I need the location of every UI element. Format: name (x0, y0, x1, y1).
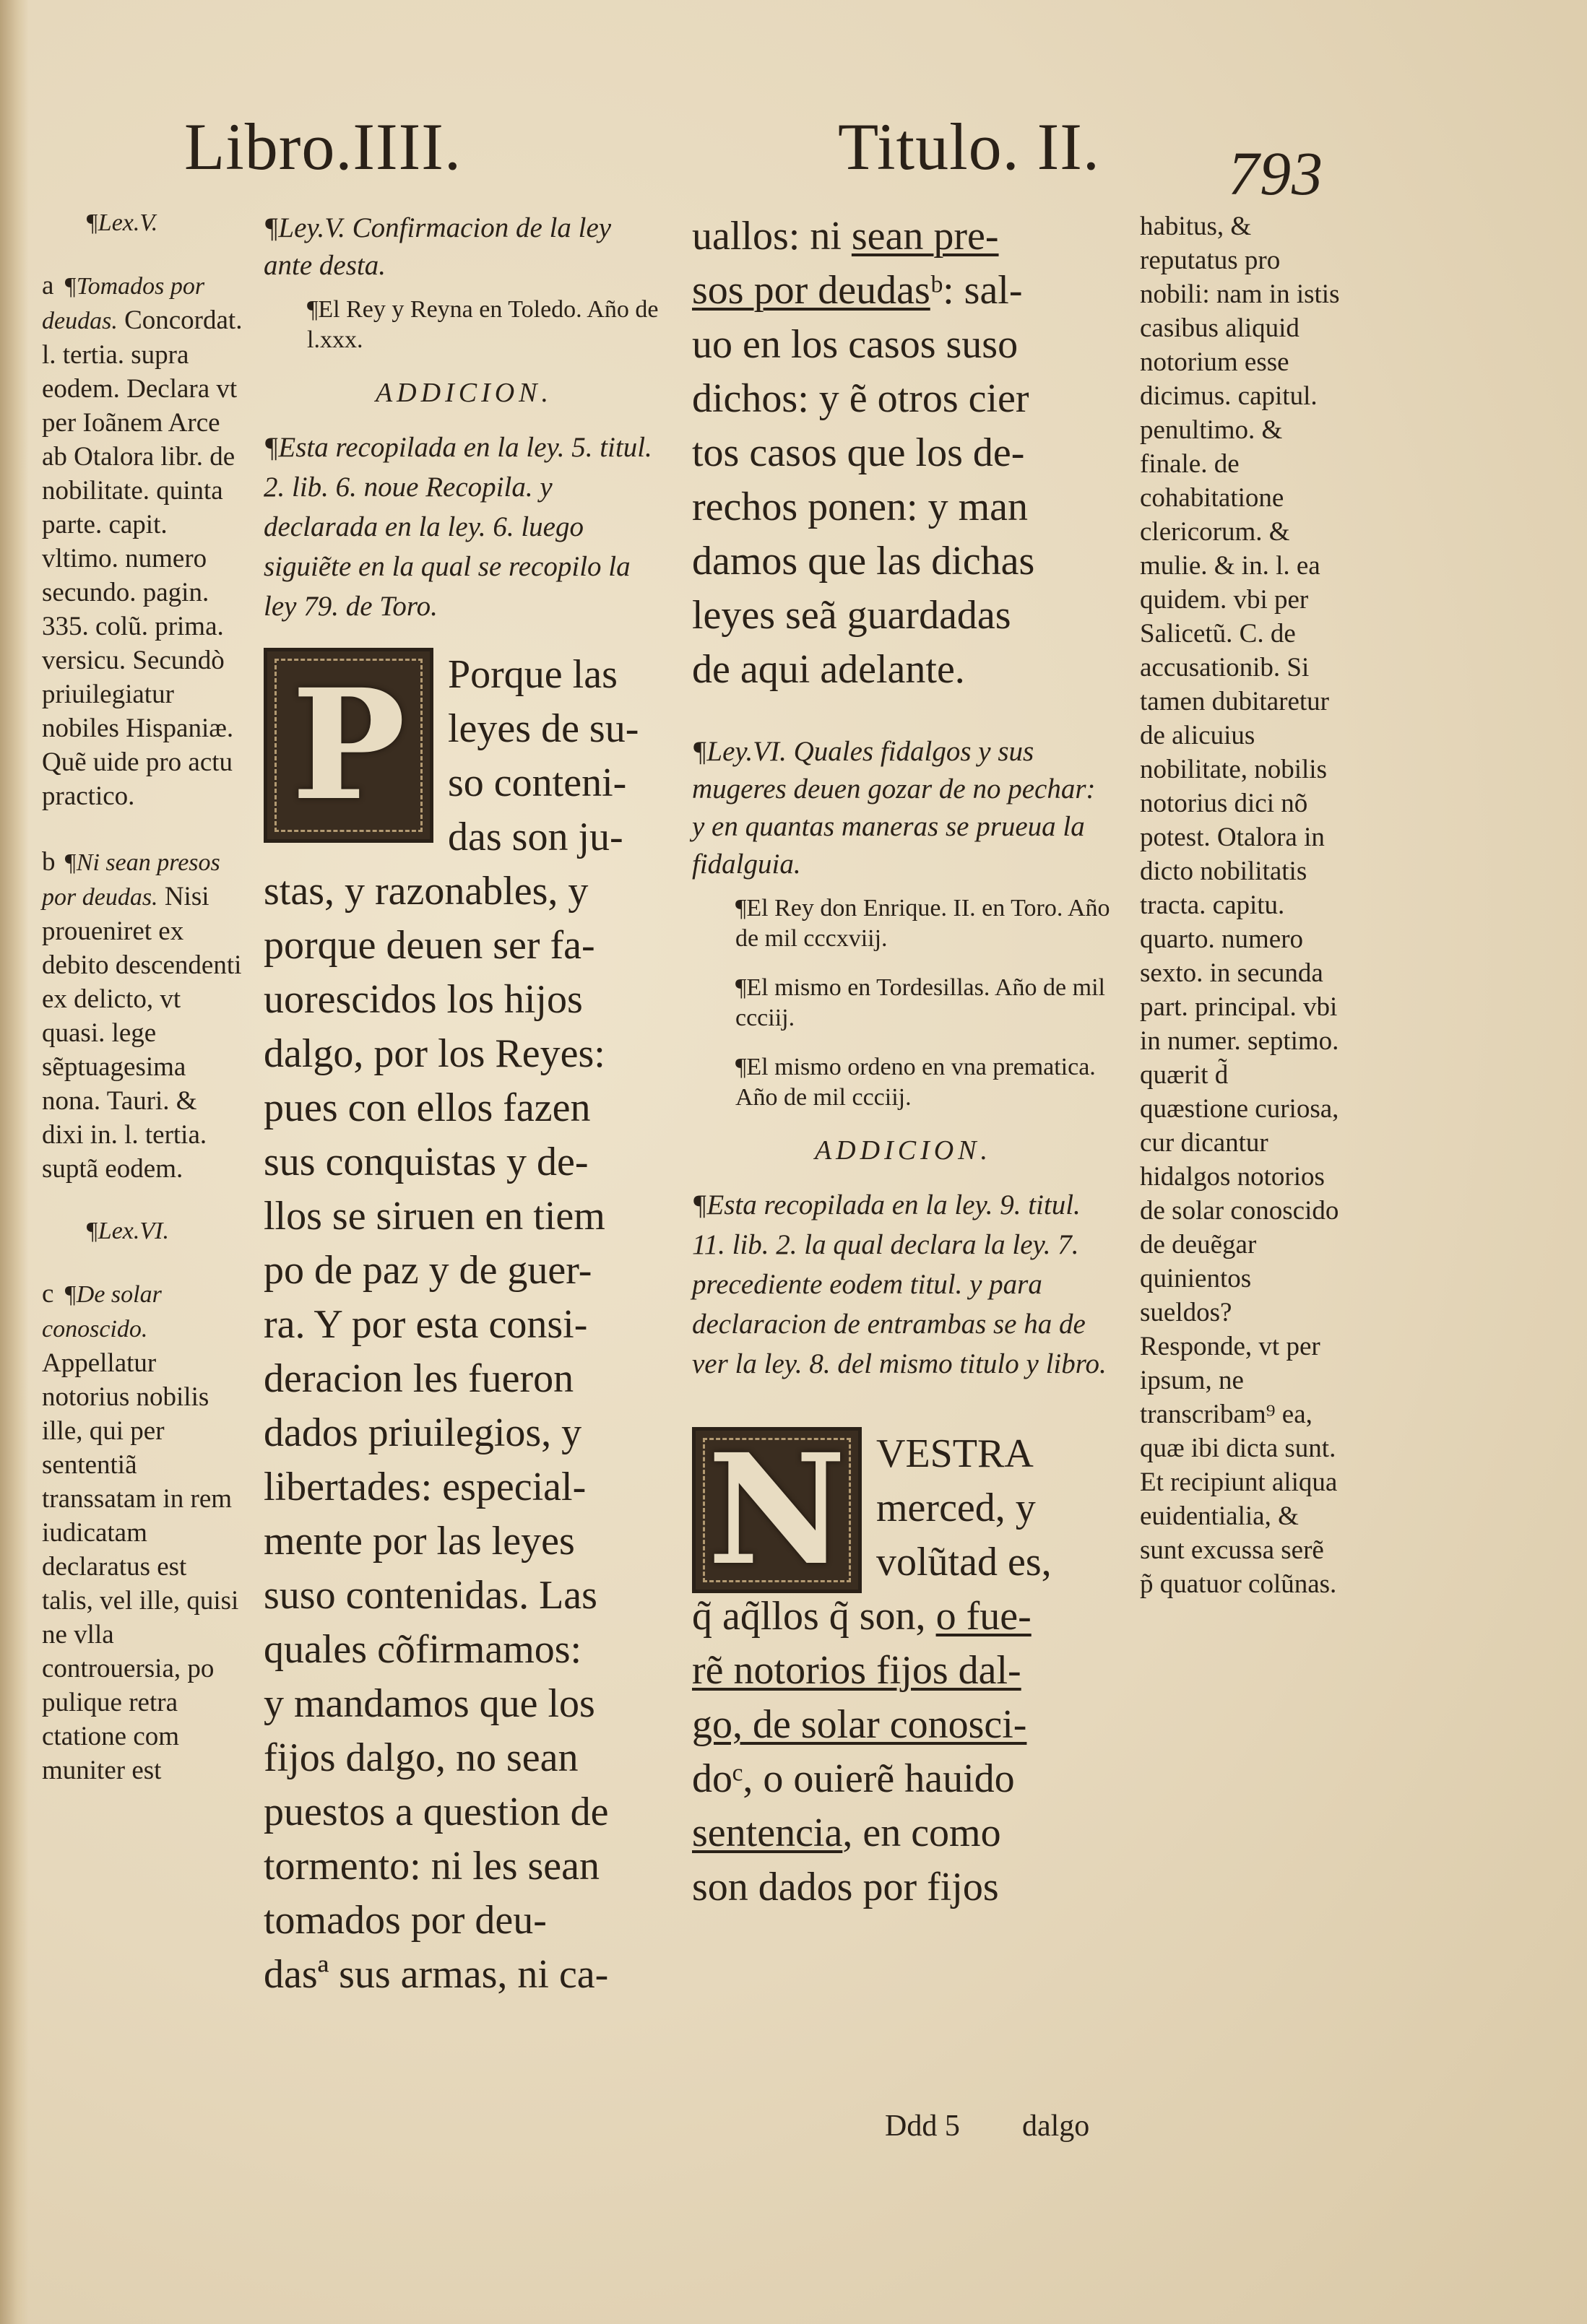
gloss-lex-vi-head (42, 1218, 244, 1245)
body-fragment: doᶜ, o ouierẽ hauido (692, 1756, 1015, 1801)
gloss-label: ¶Ni sean presos por deudas. (42, 849, 220, 911)
body-fragment: uallos: ni (692, 214, 852, 259)
gloss-text: habitus, & reputatus pro nobili: nam in istis casibus aliquid notorium esse dicimus. capitul. penultimo. & finale. de cohabitatione clericorum. & mulie. & in. l. ea quidem. vbi per Salicetũ. C. de accusationib. Si tamen dubitaretur de alicuius nobilitate, nobilis notorius dici nõ potest. Otalora in dicto nobilitatis tracta. capitu. quarto. numero sexto. in secunda part. principal. vbi in numer. septimo. quærit d̃ quæstione curiosa, cur dicantur hidalgos notorios de solar conoscido de deuẽgar quinientos sueldos? Responde, vt per ipsum, ne transcribam⁹ ea, quæ ibi dicta sunt. Et recipiunt aliqua euidentialia, & sunt excussa serẽ p̃ quatuor colũnas. (1140, 212, 1340, 1599)
addicion-text: ¶Esta recopilada en la ley. 5. titul. 2. lib. 6. noue Recopila. y declarada en la ley. 6. luego siguiẽte en la qual se recopilo la ley 79. de Toro. (264, 432, 652, 622)
underlined-fragment: rẽ notorios fijos dal- (692, 1648, 1021, 1693)
law-source-note: ¶El Rey don Enrique. II. en Toro. Año de mil cccxviij. (735, 895, 1110, 952)
law-source-note: ¶El mismo en Tordesillas. Año de mil ccciij. (735, 974, 1105, 1031)
page-binding-edge (0, 0, 29, 2324)
folio-number: 793 (1228, 139, 1323, 208)
gloss-column-left (42, 209, 244, 1819)
gloss-label: ¶De solar conoscido. (42, 1281, 162, 1343)
gloss-a (42, 269, 244, 813)
running-head-title: Titulo. II. (838, 110, 1100, 183)
body-fragment: uo en los casos suso dichos: y ẽ otros cier tos casos que los de- rechos ponen: y man damos que las dichas leyes seã guardadas de aqui adelante. (692, 322, 1035, 692)
gloss-c (42, 1277, 244, 1787)
body-fragment: , en como son dados por fijos (692, 1811, 1001, 1909)
addicion-text: ¶Esta recopilada en la ley. 9. titul. 11. lib. 2. la qual declara la ley. 7. precediente eodem titul. y para declaracion de entrambas se ha de ver la ley. 8. del mismo titulo y libro. (692, 1189, 1107, 1379)
signature-mark: Ddd 5 (885, 2110, 960, 2143)
gloss-lex-v-head (42, 209, 244, 237)
gloss-label: ¶Tomados por deudas. (42, 273, 205, 334)
gloss-b (42, 845, 244, 1186)
drop-cap-ornament (264, 648, 433, 843)
gloss-label: ¶Lex.VI. (85, 1218, 169, 1244)
law-rubric: ¶Ley.V. Confirmacion de la ley ante desta. (264, 212, 612, 281)
body-text: stas, y razonables, y porque deuen ser fa- uorescidos los hijos dalgo, por los Reyes: pues con ellos fazen sus conquistas y de- llos se siruen en tiem po de paz y de guer- ra. Y por esta consi- deracion les fueron dados priuilegios, y libertades: especial- mente por las leyes suso contenidas. Las quales cõfirmamos: y mandamos que los fijos dalgo, no sean puestos a question de tormento: ni les sean tomados por deu- dasª sus armas, ni ca- (264, 869, 609, 1997)
drop-cap-letter: N (707, 1421, 847, 1599)
catchword: dalgo (1022, 2110, 1090, 2143)
underlined-fragment: sentencia (692, 1811, 843, 1855)
gloss-text: Appellatur notorius nobilis ille, qui per sententiã transsatam in rem iudicatam declaratus est talis, vel ille, quisi ne vlla controuersia, po pulique retra ctatione com muniter est (42, 1348, 239, 1785)
gloss-mark: b (42, 847, 56, 877)
law-source-note: ¶El mismo ordeno en vna prematica. Año de mil ccciij. (735, 1054, 1096, 1111)
gloss-mark: c (42, 1279, 54, 1309)
drop-cap-letter: P (291, 656, 406, 834)
underlined-fragment: sos por deudas (692, 268, 930, 313)
gloss-label: ¶Lex.V. (85, 209, 158, 236)
body-fragment: ᵇ: sal- (930, 268, 1023, 313)
body-text-beside-cap: VESTRA merced, y volũtad es, (876, 1431, 1052, 1584)
underlined-fragment: sean pre- (851, 214, 999, 259)
law-rubric: ¶Ley.VI. Quales fidalgos y sus mugeres deuen gozar de no pechar: y en quantas maneras se prueua la fidalguia. (692, 736, 1096, 880)
underlined-fragment: go, de solar conosci- (692, 1702, 1027, 1747)
initial-block (692, 1421, 1115, 1599)
body-text-beside-cap: Porque las leyes de su- so conteni- das son ju- (448, 652, 639, 859)
gloss-mark: a (42, 271, 54, 300)
main-column-right (692, 209, 1115, 1915)
gloss-column-right (1140, 209, 1342, 1601)
main-column-left (264, 209, 665, 2002)
body-text (692, 1590, 1115, 1915)
body-fragment: q̃ aq̃llos q̃ son, (692, 1594, 936, 1639)
drop-cap-ornament (692, 1421, 862, 1599)
addicion-heading: ADDICION. (375, 378, 553, 408)
underlined-fragment: o fue- (935, 1594, 1032, 1639)
running-head-book: Libro.IIII. (184, 110, 462, 183)
gloss-text: Concordat. l. tertia. supra eodem. Declara vt per Ioãnem Arce ab Otalora libr. de nobilitate. quinta parte. capit. vltimo. numero secundo. pagin. 335. colũ. prima. versicu. Secundò priuilegiatur nobiles Hispaniæ. Quẽ uide pro actu practico. (42, 305, 243, 811)
body-text-top (692, 209, 1115, 697)
initial-block (264, 648, 665, 864)
law-source-note: ¶El Rey y Reyna en Toledo. Año de l.xxx. (307, 296, 659, 353)
gloss-text: Nisi proueniret ex debito descendenti ex delicto, vt quasi. lege sẽptuagesima nona. Tauri. & dixi in. l. tertia. suptã eodem. (42, 882, 242, 1184)
addicion-heading: ADDICION. (814, 1135, 993, 1166)
